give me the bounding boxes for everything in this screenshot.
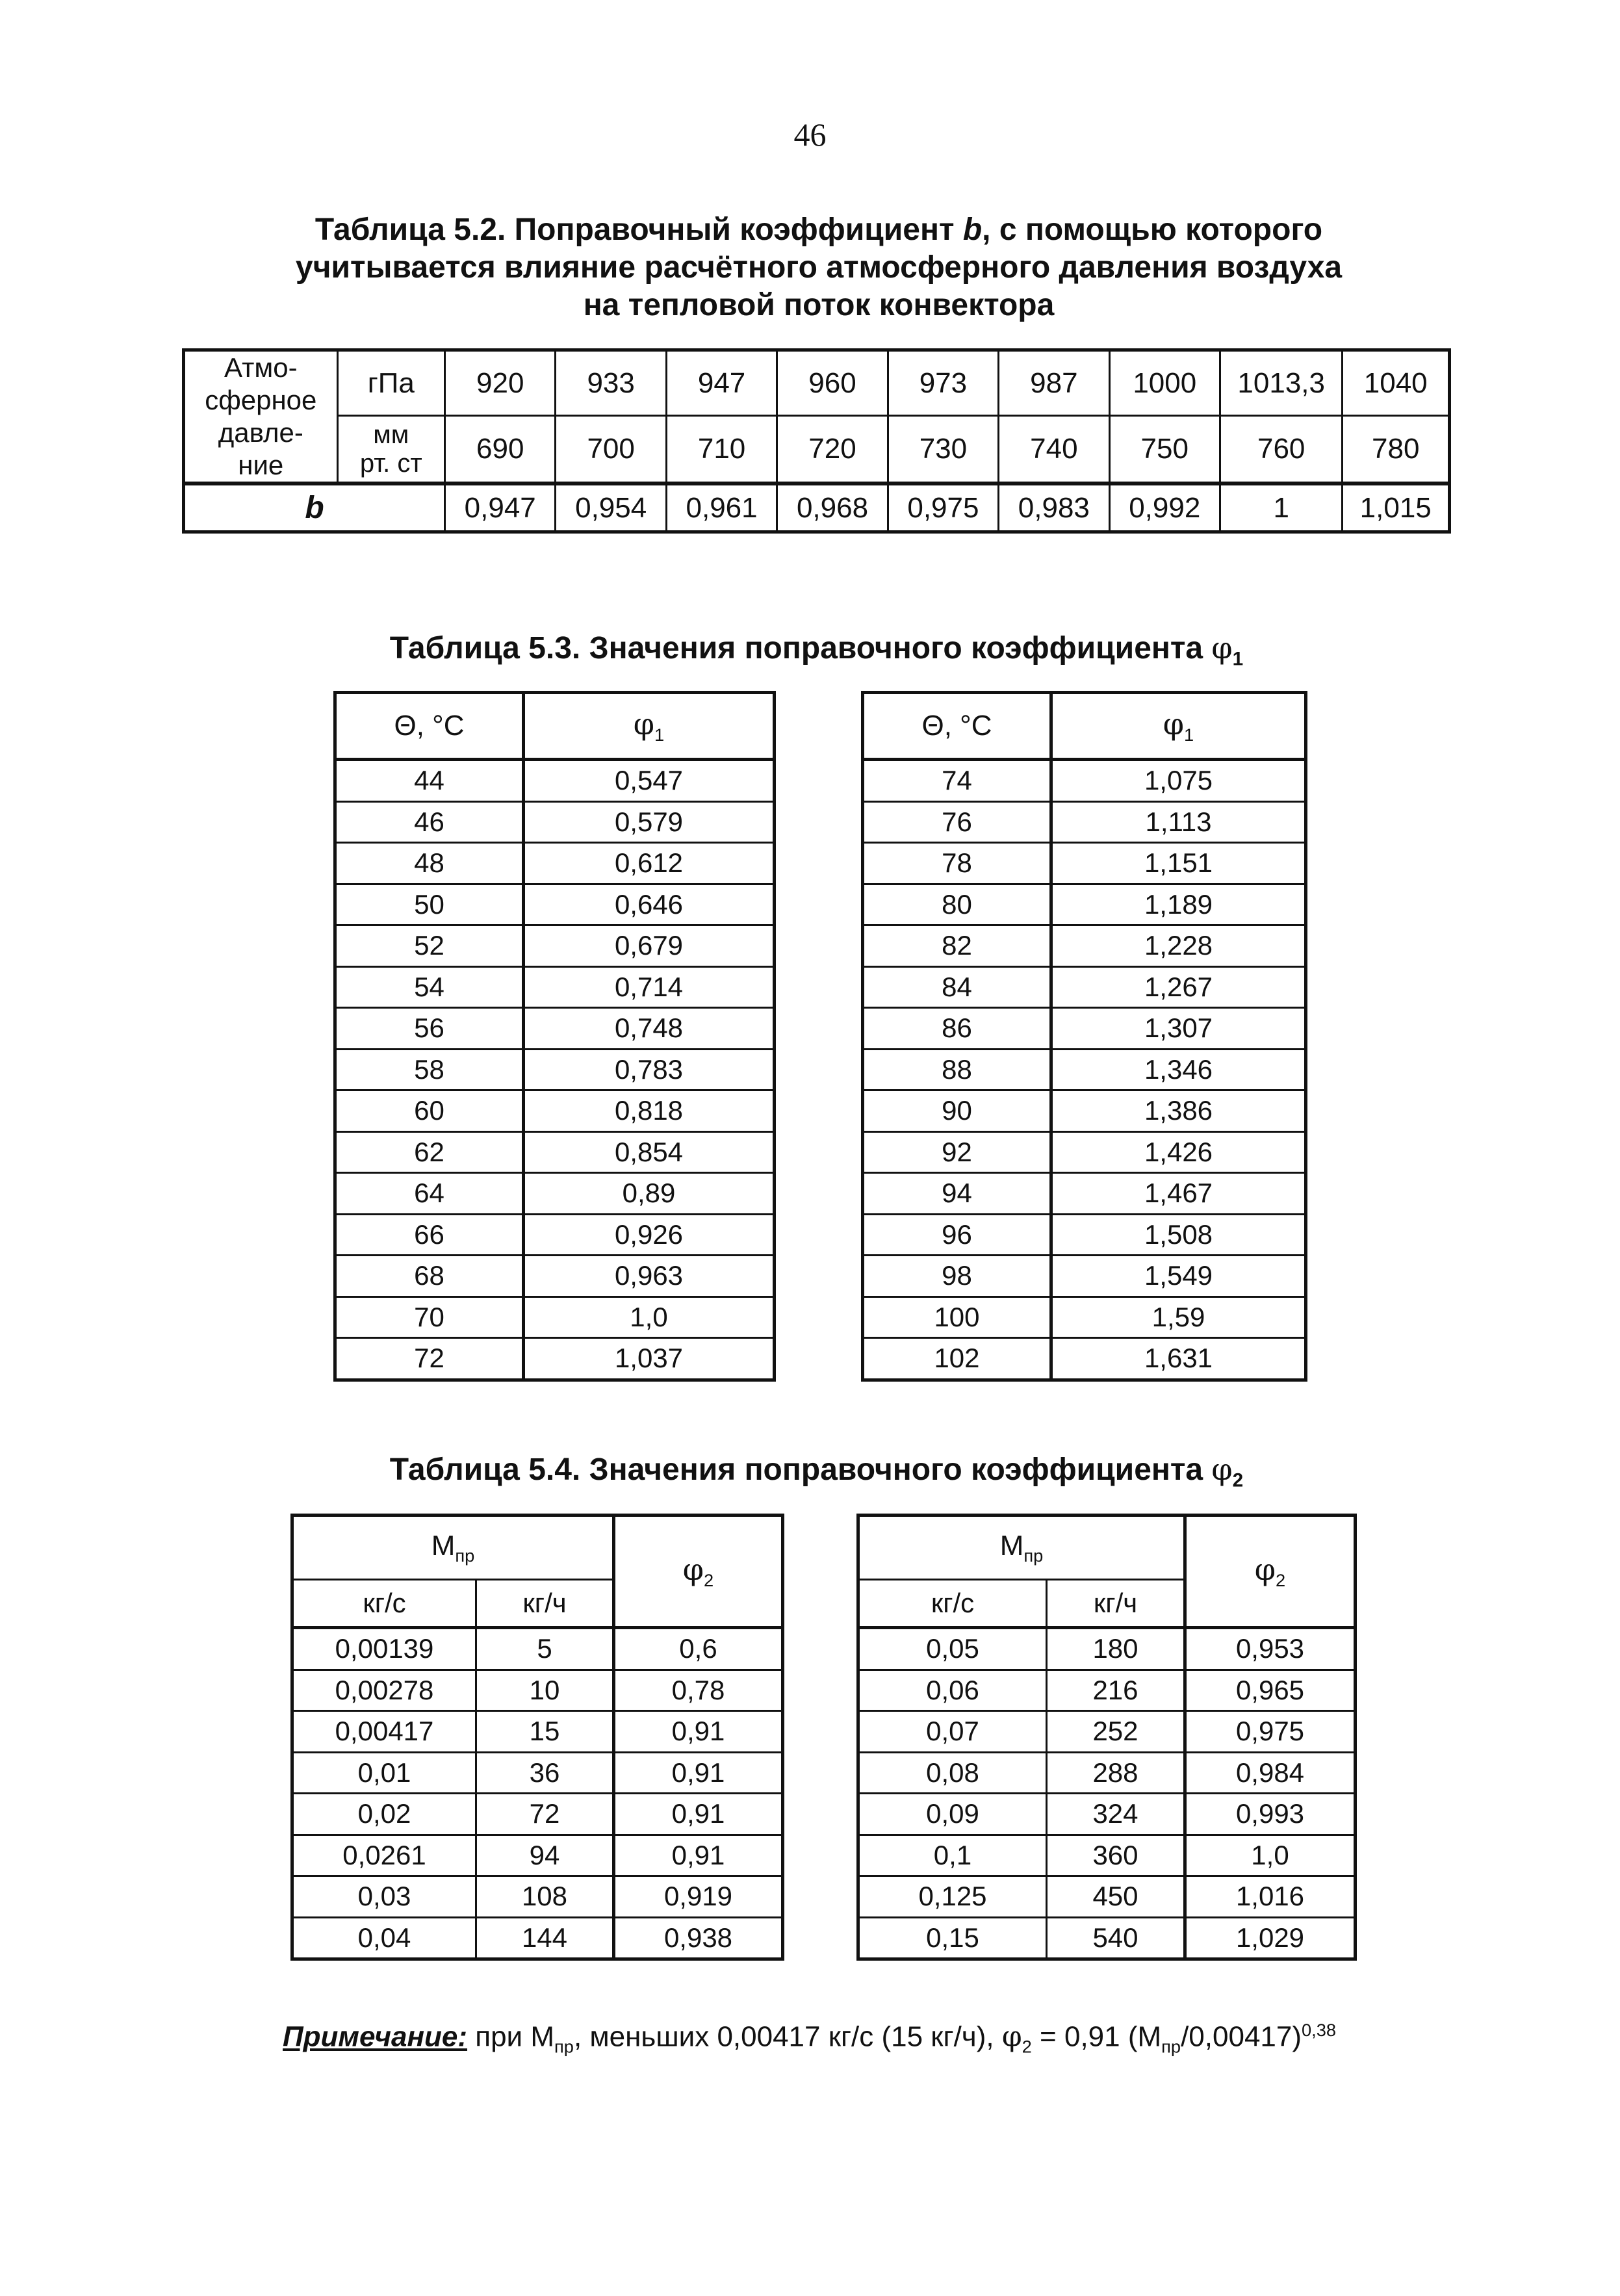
phi2-cell: 1,016	[1185, 1876, 1356, 1918]
table-row	[858, 1670, 1356, 1711]
phi1-cell: 1,426	[1051, 1131, 1306, 1173]
kgs-cell: 0,05	[858, 1628, 1047, 1670]
phi1-header	[1051, 693, 1306, 760]
phi-subscript: 1	[654, 724, 665, 745]
table-row	[335, 1338, 775, 1380]
phi1-cell: 1,0	[524, 1296, 775, 1338]
theta-cell: 54	[335, 966, 524, 1008]
kgh-cell: 108	[476, 1876, 614, 1918]
theta-cell: 92	[863, 1131, 1051, 1173]
theta-cell: 64	[335, 1173, 524, 1215]
table-row	[863, 1256, 1306, 1297]
theta-header: Θ, °С	[863, 693, 1051, 760]
kgh-cell: 324	[1047, 1794, 1185, 1835]
b-cell: 0,961	[666, 484, 777, 532]
kgs-cell: 0,15	[858, 1917, 1047, 1959]
theta-cell: 80	[863, 884, 1051, 925]
theta-cell: 84	[863, 966, 1051, 1008]
phi2-cell: 1,029	[1185, 1917, 1356, 1959]
table-row	[863, 1338, 1306, 1380]
table-row	[335, 1296, 775, 1338]
hpa-cell: 920	[445, 350, 556, 416]
hpa-cell: 1000	[1109, 350, 1220, 416]
note-label: Примечание:	[283, 2020, 468, 2053]
title-text: Таблица 5.4. Значения поправочного коэффициента	[389, 1452, 1212, 1487]
phi2-cell: 0,91	[614, 1711, 783, 1753]
note-text: /0,00417)	[1181, 2020, 1302, 2053]
note-superscript: 0,38	[1302, 2020, 1337, 2040]
kgh-cell: 216	[1047, 1670, 1185, 1711]
phi2-cell: 1,0	[1185, 1835, 1356, 1876]
phi1-cell: 0,89	[524, 1173, 775, 1215]
mmhg-cell: 760	[1220, 416, 1342, 484]
phi-symbol: φ	[1211, 1452, 1233, 1487]
table-row	[863, 1008, 1306, 1050]
b-cell: 1	[1220, 484, 1342, 532]
theta-cell: 88	[863, 1049, 1051, 1090]
table-row	[335, 966, 775, 1008]
theta-cell: 78	[863, 843, 1051, 884]
table-row	[335, 1131, 775, 1173]
table-body	[292, 1516, 783, 1959]
table-row	[863, 1296, 1306, 1338]
phi1-cell: 1,151	[1051, 843, 1306, 884]
table-row	[863, 1173, 1306, 1215]
note-text: при M	[467, 2020, 555, 2053]
kgh-header: кг/ч	[1047, 1580, 1185, 1628]
theta-cell: 100	[863, 1296, 1051, 1338]
table-row	[863, 925, 1306, 967]
kgs-cell: 0,09	[858, 1794, 1047, 1835]
phi1-cell: 0,714	[524, 966, 775, 1008]
table-5-3-left	[333, 691, 776, 1382]
table-row	[292, 1794, 783, 1835]
phi-subscript: 2	[704, 1569, 714, 1590]
table-row	[335, 1256, 775, 1297]
table-body	[335, 693, 775, 1380]
table-row	[335, 1214, 775, 1256]
phi2-cell: 0,953	[1185, 1628, 1356, 1670]
theta-header: Θ, °С	[335, 693, 524, 760]
phi1-cell: 0,818	[524, 1090, 775, 1132]
phi2-cell: 0,965	[1185, 1670, 1356, 1711]
kgs-cell: 0,03	[292, 1876, 476, 1918]
mmhg-cell: 710	[666, 416, 777, 484]
phi-subscript: 2	[1232, 1469, 1244, 1491]
table-row	[858, 1711, 1356, 1753]
phi1-cell: 1,267	[1051, 966, 1306, 1008]
phi1-cell: 1,307	[1051, 1008, 1306, 1050]
theta-cell: 58	[335, 1049, 524, 1090]
kgs-cell: 0,00278	[292, 1670, 476, 1711]
title-text: Таблица 5.3. Значения поправочного коэффициента	[389, 631, 1212, 665]
phi1-cell: 1,346	[1051, 1049, 1306, 1090]
phi1-cell: 1,467	[1051, 1173, 1306, 1215]
theta-cell: 68	[335, 1256, 524, 1297]
phi1-cell: 1,386	[1051, 1090, 1306, 1132]
kgs-cell: 0,00139	[292, 1628, 476, 1670]
kgh-cell: 540	[1047, 1917, 1185, 1959]
table-row	[335, 1173, 775, 1215]
phi2-cell: 0,78	[614, 1670, 783, 1711]
theta-cell: 82	[863, 925, 1051, 967]
table-5-2-title-line2: учитывается влияние расчётного атмосферного давления воздуха	[295, 250, 1343, 285]
theta-cell: 44	[335, 760, 524, 802]
phi1-cell: 1,037	[524, 1338, 775, 1380]
table-row	[858, 1876, 1356, 1918]
table-row-hpa	[184, 350, 1450, 416]
theta-cell: 50	[335, 884, 524, 925]
kgs-cell: 0,02	[292, 1794, 476, 1835]
phi-subscript: 2	[1022, 2036, 1032, 2057]
table-row	[863, 1131, 1306, 1173]
table-5-3-right	[861, 691, 1307, 1382]
table-row-b	[184, 484, 1450, 532]
table-row	[292, 1835, 783, 1876]
kgs-cell: 0,06	[858, 1670, 1047, 1711]
phi1-cell: 0,963	[524, 1256, 775, 1297]
table-5-2-title-line1	[0, 211, 1620, 249]
table-row	[858, 1835, 1356, 1876]
mmhg-cell: 750	[1109, 416, 1220, 484]
phi1-cell: 1,549	[1051, 1256, 1306, 1297]
table-row	[863, 843, 1306, 884]
kgh-cell: 252	[1047, 1711, 1185, 1753]
kgh-cell: 288	[1047, 1752, 1185, 1794]
phi-symbol: φ	[1211, 630, 1233, 665]
table-row	[863, 966, 1306, 1008]
theta-cell: 94	[863, 1173, 1051, 1215]
phi2-cell: 0,91	[614, 1835, 783, 1876]
table-row	[292, 1752, 783, 1794]
table-5-3-title	[6, 629, 1620, 678]
b-cell: 0,992	[1109, 484, 1220, 532]
kgs-cell: 0,07	[858, 1711, 1047, 1753]
table-row	[858, 1628, 1356, 1670]
kgh-cell: 450	[1047, 1876, 1185, 1918]
mmhg-cell: 700	[556, 416, 666, 484]
table-row	[858, 1917, 1356, 1959]
table-row	[858, 1794, 1356, 1835]
kgs-cell: 0,0261	[292, 1835, 476, 1876]
m-label: M	[431, 1529, 456, 1562]
note-subscript: пр	[1161, 2036, 1181, 2057]
atm-header-line: сферное	[205, 385, 317, 415]
note-text: , меньших 0,00417 кг/с (15 кг/ч),	[573, 2020, 1002, 2053]
phi2-cell: 0,975	[1185, 1711, 1356, 1753]
kgh-cell: 144	[476, 1917, 614, 1959]
kgs-cell: 0,1	[858, 1835, 1047, 1876]
phi1-cell: 1,631	[1051, 1338, 1306, 1380]
theta-cell: 86	[863, 1008, 1051, 1050]
hpa-cell: 947	[666, 350, 777, 416]
kgs-header: кг/с	[292, 1580, 476, 1628]
kgs-cell: 0,125	[858, 1876, 1047, 1918]
phi-symbol: φ	[1254, 1552, 1276, 1588]
phi-symbol: φ	[682, 1552, 704, 1588]
mmhg-cell: 740	[999, 416, 1109, 484]
phi2-cell: 0,91	[614, 1752, 783, 1794]
phi1-cell: 1,189	[1051, 884, 1306, 925]
table-body	[863, 693, 1306, 1380]
mass-flow-header	[292, 1516, 614, 1580]
phi-symbol: φ	[1001, 2020, 1022, 2054]
theta-cell: 90	[863, 1090, 1051, 1132]
phi1-cell: 0,612	[524, 843, 775, 884]
table-row-mmhg	[184, 416, 1450, 484]
phi-symbol: φ	[633, 706, 655, 742]
theta-cell: 70	[335, 1296, 524, 1338]
kgh-header: кг/ч	[476, 1580, 614, 1628]
table-row	[335, 884, 775, 925]
table-row	[292, 1670, 783, 1711]
mass-flow-header	[858, 1516, 1185, 1580]
phi1-cell: 0,926	[524, 1214, 775, 1256]
phi2-cell: 0,938	[614, 1917, 783, 1959]
table-row	[335, 843, 775, 884]
table-5-4-title	[6, 1451, 1620, 1500]
table-row	[863, 1090, 1306, 1132]
title-variable: b	[962, 213, 983, 247]
phi1-cell: 0,748	[524, 1008, 775, 1050]
phi1-cell: 0,579	[524, 801, 775, 843]
hpa-cell: 960	[777, 350, 888, 416]
mmhg-cell: 780	[1343, 416, 1450, 484]
phi1-cell: 0,783	[524, 1049, 775, 1090]
table-row	[863, 760, 1306, 802]
b-cell: 0,968	[777, 484, 888, 532]
table-row	[292, 1917, 783, 1959]
b-label: b	[184, 484, 445, 532]
title-text: , с помощью которого	[982, 213, 1323, 247]
phi-subscript: 1	[1232, 648, 1244, 670]
table-row	[335, 1008, 775, 1050]
kgh-cell: 72	[476, 1794, 614, 1835]
theta-cell: 102	[863, 1338, 1051, 1380]
phi2-cell: 0,984	[1185, 1752, 1356, 1794]
kgs-cell: 0,00417	[292, 1711, 476, 1753]
phi1-cell: 0,646	[524, 884, 775, 925]
phi-subscript: 2	[1276, 1569, 1286, 1590]
m-label: M	[999, 1529, 1024, 1562]
theta-cell: 74	[863, 760, 1051, 802]
kgh-cell: 180	[1047, 1628, 1185, 1670]
table-row	[335, 1049, 775, 1090]
kgh-cell: 15	[476, 1711, 614, 1753]
atm-header-line: Атмо-	[224, 352, 298, 383]
b-cell: 0,975	[888, 484, 998, 532]
hpa-cell: 1040	[1343, 350, 1450, 416]
phi1-header	[524, 693, 775, 760]
phi-symbol: φ	[1163, 706, 1185, 742]
table-row	[292, 1628, 783, 1670]
kgh-cell: 5	[476, 1628, 614, 1670]
phi-subscript: 1	[1184, 724, 1194, 745]
theta-cell: 52	[335, 925, 524, 967]
table-row	[863, 801, 1306, 843]
hpa-cell: 933	[556, 350, 666, 416]
kgs-cell: 0,04	[292, 1917, 476, 1959]
phi1-cell: 0,547	[524, 760, 775, 802]
mmhg-cell: 720	[777, 416, 888, 484]
unit-line: мм	[373, 420, 409, 450]
atm-header-line: ние	[238, 450, 284, 480]
hpa-cell: 987	[999, 350, 1109, 416]
phi2-cell: 0,919	[614, 1876, 783, 1918]
table-row	[335, 760, 775, 802]
unit-line: рт. ст	[359, 449, 422, 478]
mmhg-cell: 690	[445, 416, 556, 484]
table-5-2	[182, 348, 1451, 534]
table-row	[863, 1049, 1306, 1090]
note	[283, 2020, 1336, 2057]
table-header-row	[863, 693, 1306, 760]
note-subscript: пр	[554, 2036, 574, 2057]
theta-cell: 62	[335, 1131, 524, 1173]
phi2-cell: 0,91	[614, 1794, 783, 1835]
theta-cell: 60	[335, 1090, 524, 1132]
phi1-cell: 1,59	[1051, 1296, 1306, 1338]
kgh-cell: 94	[476, 1835, 614, 1876]
table-row	[292, 1876, 783, 1918]
title-text: Таблица 5.2. Поправочный коэффициент	[315, 213, 963, 247]
mmhg-cell: 730	[888, 416, 998, 484]
page-number: 46	[793, 116, 827, 153]
table-row	[863, 884, 1306, 925]
b-cell: 1,015	[1343, 484, 1450, 532]
theta-cell: 46	[335, 801, 524, 843]
phi2-header	[1185, 1516, 1356, 1628]
table-row	[292, 1711, 783, 1753]
table-5-2-title-line3: на тепловой поток конвектора	[583, 288, 1055, 322]
phi1-cell: 1,113	[1051, 801, 1306, 843]
kgs-cell: 0,01	[292, 1752, 476, 1794]
table-row	[335, 801, 775, 843]
kgs-cell: 0,08	[858, 1752, 1047, 1794]
theta-cell: 72	[335, 1338, 524, 1380]
kgh-cell: 36	[476, 1752, 614, 1794]
b-cell: 0,947	[445, 484, 556, 532]
theta-cell: 56	[335, 1008, 524, 1050]
unit-hpa: гПа	[337, 350, 444, 416]
theta-cell: 66	[335, 1214, 524, 1256]
table-body	[858, 1516, 1356, 1959]
table-5-4-right	[856, 1514, 1357, 1961]
theta-cell: 98	[863, 1256, 1051, 1297]
phi1-cell: 0,679	[524, 925, 775, 967]
phi2-cell: 0,993	[1185, 1794, 1356, 1835]
table-row	[335, 1090, 775, 1132]
theta-cell: 48	[335, 843, 524, 884]
table-row	[863, 1214, 1306, 1256]
kgh-cell: 360	[1047, 1835, 1185, 1876]
phi2-cell: 0,6	[614, 1628, 783, 1670]
table-header-row	[292, 1516, 783, 1580]
phi1-cell: 1,508	[1051, 1214, 1306, 1256]
theta-cell: 76	[863, 801, 1051, 843]
note-text: = 0,91 (M	[1031, 2020, 1162, 2053]
phi2-header	[614, 1516, 783, 1628]
atm-pressure-header	[184, 350, 338, 484]
atm-header-line: давле-	[218, 417, 303, 448]
kgs-header: кг/с	[858, 1580, 1047, 1628]
hpa-cell: 973	[888, 350, 998, 416]
unit-mmhg	[337, 416, 444, 484]
table-5-2-title	[0, 211, 1620, 324]
b-cell: 0,954	[556, 484, 666, 532]
phi1-cell: 1,228	[1051, 925, 1306, 967]
phi1-cell: 1,075	[1051, 760, 1306, 802]
table-5-4-left	[290, 1514, 784, 1961]
table-header-row	[858, 1516, 1356, 1580]
kgh-cell: 10	[476, 1670, 614, 1711]
hpa-cell: 1013,3	[1220, 350, 1342, 416]
table-row	[858, 1752, 1356, 1794]
phi1-cell: 0,854	[524, 1131, 775, 1173]
table-header-row	[335, 693, 775, 760]
table-row	[335, 925, 775, 967]
theta-cell: 96	[863, 1214, 1051, 1256]
b-cell: 0,983	[999, 484, 1109, 532]
m-subscript: пр	[455, 1545, 475, 1566]
m-subscript: пр	[1023, 1545, 1044, 1566]
